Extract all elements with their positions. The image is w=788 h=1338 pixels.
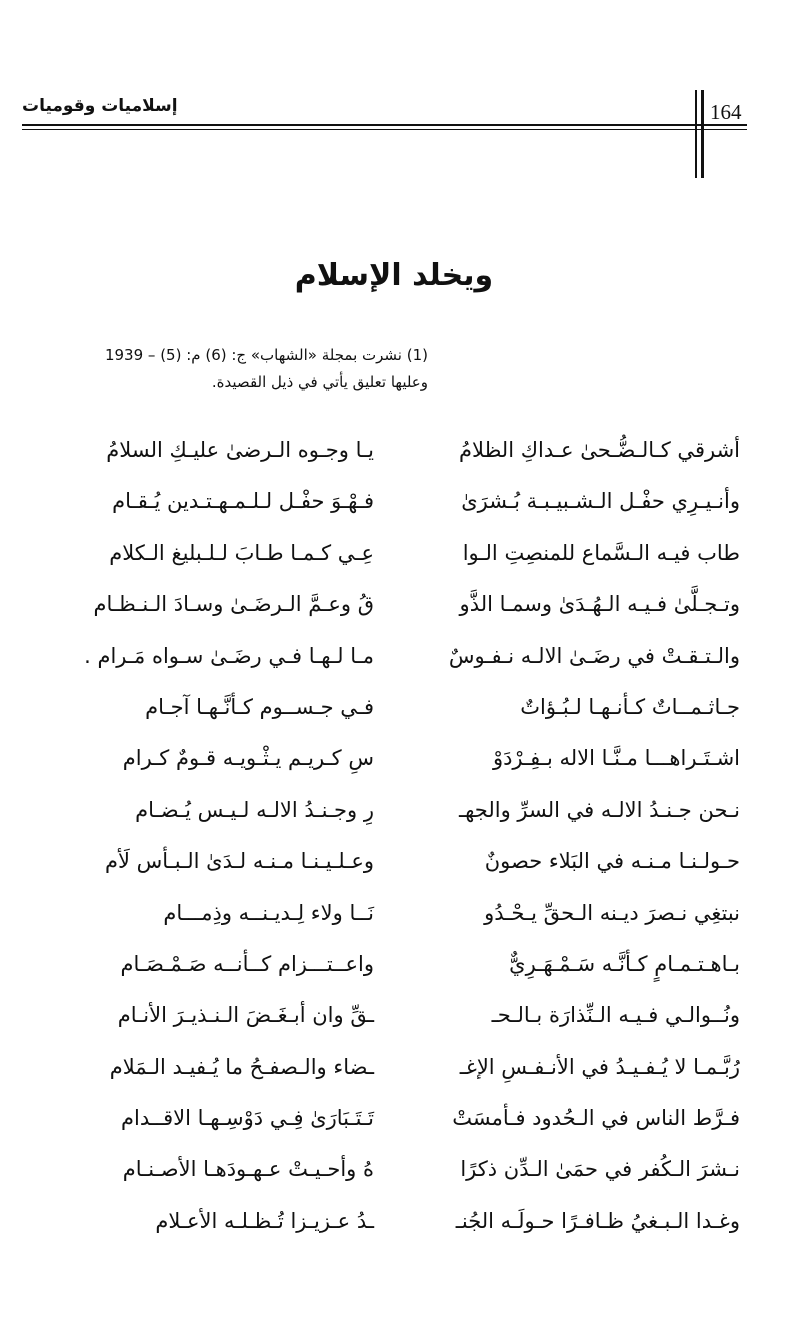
verse-second-hemistich: فـي جـســوم كـأنَّـهـا آجـام bbox=[145, 694, 374, 719]
verse bbox=[0, 483, 788, 534]
footnote-line: وعليها تعليق يأتي في ذيل القصيدة. bbox=[211, 373, 428, 391]
verse-first-hemistich: ونُــوالـي فـيـه الـنِّذارَة بـالـحـ bbox=[491, 1003, 740, 1028]
verse-first-hemistich: أشرقي كـالـضُّـحىٰ عـداكِ الظلامُ bbox=[459, 438, 740, 462]
verse bbox=[0, 638, 788, 689]
header-rule bbox=[22, 124, 747, 126]
verse bbox=[0, 946, 788, 997]
verse-first-hemistich: طاب فيـه الـسَّماع للمنصِتِ الـوا bbox=[462, 540, 740, 565]
verse bbox=[0, 1151, 788, 1202]
verse bbox=[0, 1100, 788, 1151]
verse bbox=[0, 895, 788, 946]
verse-second-hemistich: واعــتـــزام كــأنــه صَـمْـصَـام bbox=[120, 951, 374, 976]
verse-second-hemistich: نَــا ولاء لِـديـنــه وذِمـــام bbox=[163, 900, 374, 925]
verse-second-hemistich: قُ وعـمَّ الـرضَـىٰ وسـادَ الـنـظـام bbox=[93, 592, 374, 617]
vertical-rule bbox=[695, 90, 697, 178]
verse-second-hemistich: تَـتَـبَارَىٰ فِـي دَوْسِـهـا الاقــدام bbox=[120, 1106, 374, 1131]
verse bbox=[0, 586, 788, 637]
verse bbox=[0, 432, 788, 483]
verse bbox=[0, 997, 788, 1048]
header-rule-thin bbox=[22, 129, 747, 130]
verse-first-hemistich: نبتغِي نـصرَ ديـنه الـحقِّ يـحْـدُو bbox=[484, 900, 740, 925]
verse bbox=[0, 843, 788, 894]
verse-second-hemistich: يـا وجـوه الـرضىٰ عليـكِ السلامُ bbox=[106, 438, 374, 462]
verse-second-hemistich: مـا لـهـا فـي رضَـىٰ سـواه مَـرام . bbox=[84, 643, 374, 668]
verse-second-hemistich: ـضاء والـصفـحُ ما يُـفيـد الـمَلام bbox=[109, 1054, 374, 1079]
verse-first-hemistich: رُبَّـمـا لا يُـفـيـدُ في الأنـفـسِ الإغـ bbox=[459, 1054, 740, 1079]
verse-first-hemistich: فـرَّط الناس في الـحُدود فـأمسَتْ bbox=[452, 1106, 740, 1131]
verse-second-hemistich: فـهْـوَ حفْـل لـلـمـهـتـدين يُـقـام bbox=[112, 489, 374, 514]
poem-title: ويخلد الإسلام bbox=[294, 258, 494, 293]
verse-second-hemistich: ـقِّ وان أبـغَـضَ الـنـذيـرَ الأنـام bbox=[117, 1003, 374, 1028]
verse bbox=[0, 1203, 788, 1254]
verse-first-hemistich: اشـتَـراهـــا مـنَّـا الاله بـفِـرْدَوْ bbox=[492, 746, 740, 771]
verse-first-hemistich: وتـجـلَّىٰ فـيـه الـهُـدَىٰ وسمـا الذَّو bbox=[459, 592, 740, 617]
verse-second-hemistich: رِ وجـنـدُ الالـه لـيـس يُـضـام bbox=[135, 797, 374, 822]
verse-first-hemistich: وغـدا الـبـغيُ ظـافـرًا حـولَـه الجُنـ bbox=[455, 1208, 740, 1233]
verse-second-hemistich: هُ وأحـيـتْ عـهـودَهـا الأصـنـام bbox=[122, 1157, 374, 1182]
verse-first-hemistich: نـحن جـنـدُ الالـه في السرِّ والجهـ bbox=[458, 797, 740, 822]
verse bbox=[0, 535, 788, 586]
verse bbox=[0, 792, 788, 843]
verse-first-hemistich: حـولـنـا مـنـه في البَلاء حصونٌ bbox=[484, 849, 740, 874]
verse bbox=[0, 1049, 788, 1100]
vertical-rule-thick bbox=[701, 90, 704, 178]
footnote-line: (1) نشرت بمجلة «الشهاب» ج: (6) م: (5) – 1939 bbox=[104, 346, 428, 364]
verse-first-hemistich: جـاثـمــاتٌ كـأنـهـا لـبُـؤاتٌ bbox=[520, 694, 740, 719]
verse bbox=[0, 740, 788, 791]
verse-first-hemistich: والـتـقـتْ في رضَـىٰ الالـه نـفـوسٌ bbox=[448, 643, 740, 668]
verse-first-hemistich: بـاهـتـمـامٍ كـأنَّـه سَـمْـهَـرِيٌّ bbox=[509, 951, 740, 976]
verse-second-hemistich: عِـي كـمـا طـابَ لـلـبليغ الـكلام bbox=[109, 540, 374, 565]
footnote bbox=[105, 342, 428, 396]
running-header bbox=[0, 0, 788, 180]
book-title: إسلاميات وقوميات bbox=[22, 96, 178, 116]
verse-second-hemistich: سِ كـريـم يـثْـويـه قـومٌ كـرام bbox=[122, 746, 374, 771]
verse-first-hemistich: نـشرَ الـكُفر في حمَىٰ الـدِّن ذكرًا bbox=[460, 1157, 740, 1182]
verse bbox=[0, 689, 788, 740]
verse-second-hemistich: ـدُ عـزيـزا تُـظـلـه الأعـلام bbox=[155, 1208, 374, 1233]
verse-second-hemistich: وعـلـيـنـا مـنـه لـدَىٰ الـبـأس لَأم bbox=[104, 849, 374, 874]
page-number: 164 bbox=[710, 100, 742, 124]
poem-verses bbox=[0, 432, 788, 1254]
verse-first-hemistich: وأنـيـرِي حفْـل الـشـبيـبـة بُـشرَىٰ bbox=[461, 489, 740, 514]
